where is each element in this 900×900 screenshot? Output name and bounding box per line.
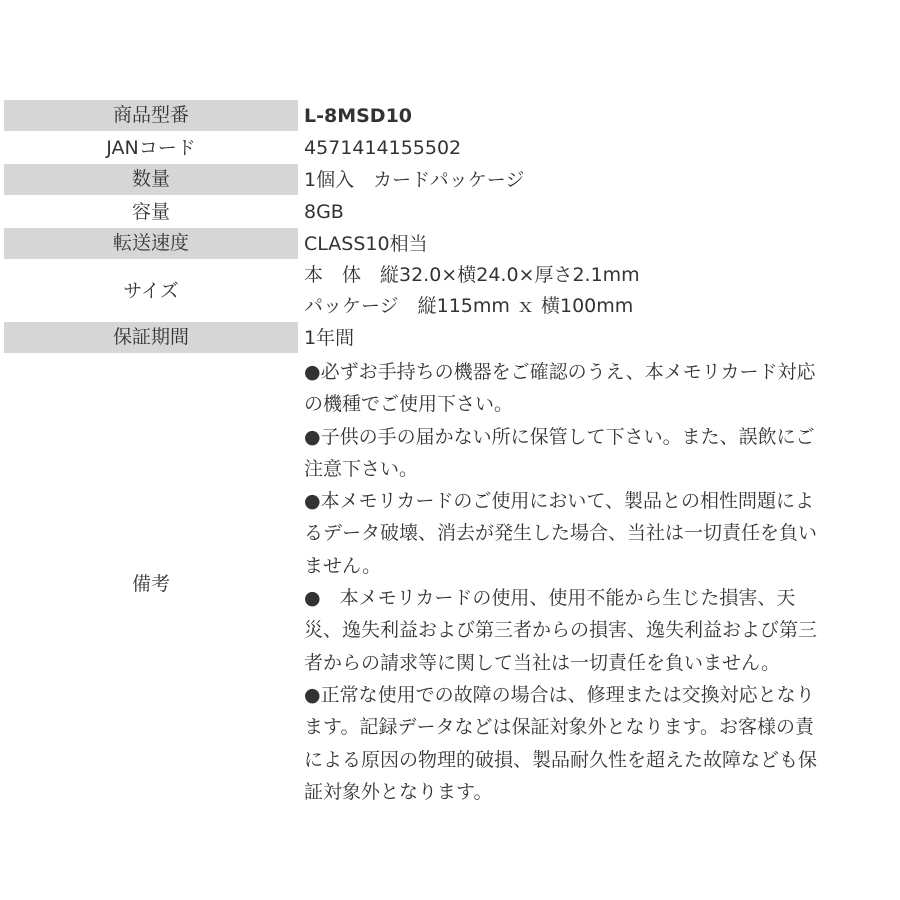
row-label: 転送速度 [4,228,298,260]
row-label: 商品型番 [4,100,298,132]
row-jan-code [4,132,894,164]
note-line: ●必ずお手持ちの機器をご確認のうえ、本メモリカード対応 [304,361,816,383]
note-line: るデータ破壊、消去が発生した場合、当社は一切責任を負い [304,522,818,545]
note-line: ●本メモリカードのご使用において、製品との相性問題によ [304,490,815,513]
value-line: 1年間 [304,326,355,349]
note-line: の機種でご使用下さい。 [304,393,514,416]
value-line: 4571414155502 [304,136,462,159]
value-line: 本 体 縦32.0×横24.0×厚さ2.1mm [304,264,640,286]
row-notes [4,354,894,814]
row-warranty [4,322,894,354]
row-transfer-speed [4,228,894,260]
note-line: 証対象外となります。 [304,780,493,803]
row-label: 数量 [4,164,298,196]
row-model-number [4,100,894,132]
value-line: CLASS10相当 [304,232,428,255]
note-line: 注意下さい。 [304,457,419,480]
row-value [298,322,894,354]
row-label: サイズ [123,280,179,302]
note-line: による原因の物理的破損、製品耐久性を超えた故障なども保 [304,748,818,771]
row-label: 保証期間 [4,322,298,354]
note-line: ます。記録データなどは保証対象外となります。お客様の責 [304,716,814,739]
row-value [298,164,894,196]
row-value [298,228,894,260]
row-capacity [4,196,894,228]
note-line: ●正常な使用での故障の場合は、修理または交換対応となり [304,683,815,706]
note-line: ません。 [304,554,382,577]
value-line: 1個入 カードパッケージ [304,168,525,191]
value-line: 8GB [304,200,344,223]
row-value [298,260,894,322]
row-label: 備考 [131,573,170,596]
row-value [298,196,894,228]
value-line: パッケージ 縦115mm ｘ 横100mm [304,295,634,317]
row-size [4,260,894,322]
note-line: 者からの請求等に関して当社は一切責任を負いません。 [304,651,781,674]
row-label: 容量 [131,201,170,223]
row-quantity [4,164,894,196]
spec-table [4,100,894,814]
note-line: 災、逸失利益および第三者からの損害、逸失利益および第三 [304,619,818,642]
note-line: ●子供の手の届かない所に保管して下さい。また、誤飲にご [304,425,815,448]
notes-text [298,354,894,814]
row-label: JANコード [106,137,196,159]
value-line: L-8MSD10 [304,104,413,127]
row-value [298,132,894,164]
note-line: ● 本メモリカードの使用、使用不能から生じた損害、天 [304,587,796,610]
row-value [298,100,894,132]
